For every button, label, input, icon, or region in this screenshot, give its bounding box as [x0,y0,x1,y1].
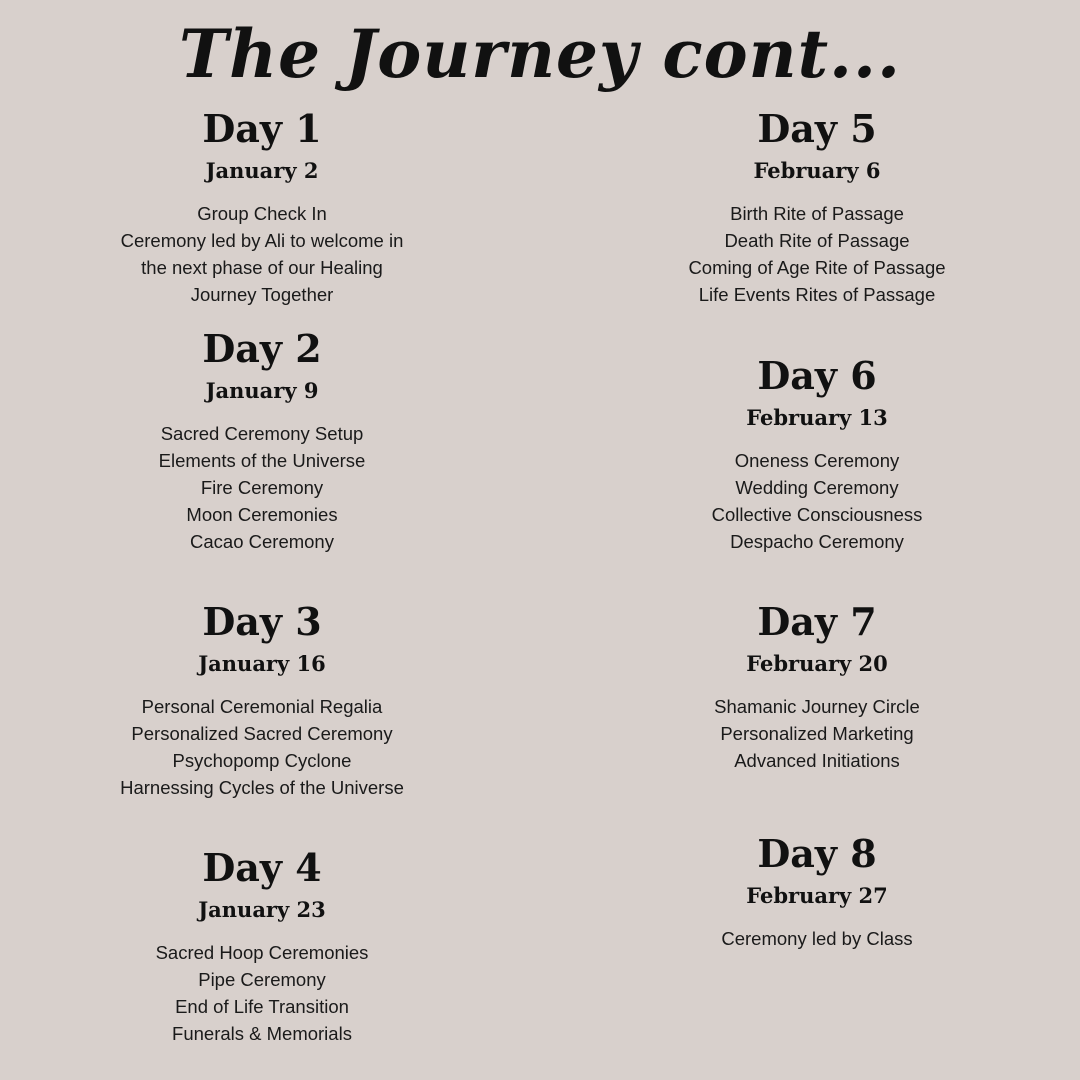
activity-item: Personal Ceremonial Regalia [141,696,383,717]
activity-list [52,939,472,1047]
day-heading: Day 1 [202,106,322,151]
activity-item: Collective Consciousness [711,504,923,525]
activity-item: Death Rite of Passage [724,230,910,251]
day-date: January 2 [205,158,319,183]
day-heading: Day 4 [202,845,322,890]
day-date: January 16 [198,651,326,676]
activity-item: Personalized Sacred Ceremony [131,723,393,744]
day-date: February 13 [746,405,888,430]
activity-list [52,420,472,555]
day-2-section [52,326,472,555]
activity-item: Psychopomp Cyclone [172,750,352,771]
activity-item: Moon Ceremonies [186,504,338,525]
activity-item: Despacho Ceremony [730,531,904,552]
activity-item: Wedding Ceremony [735,477,899,498]
day-heading: Day 7 [757,599,877,644]
activity-item: Coming of Age Rite of Passage [688,257,946,278]
activity-item: Life Events Rites of Passage [698,284,936,305]
activity-item: Oneness Ceremony [734,450,900,471]
activity-item: Advanced Initiations [734,750,900,771]
activity-item: Funerals & Memorials [172,1023,352,1044]
activity-list [52,200,472,308]
activity-item: Birth Rite of Passage [730,203,904,224]
activity-item: Personalized Marketing [720,723,914,744]
activity-item: Harnessing Cycles of the Universe [120,777,404,798]
activity-item: the next phase of our Healing [141,257,383,278]
day-3-section [52,599,472,801]
day-6-section [607,353,1027,555]
activity-item: Ceremony led by Ali to welcome in [120,230,404,251]
activity-list [607,200,1027,308]
activity-item: Fire Ceremony [200,477,324,498]
activity-item: Cacao Ceremony [190,531,334,552]
activity-item: Journey Together [190,284,334,305]
day-date: January 23 [198,897,326,922]
day-date: February 27 [746,883,888,908]
activity-item: Elements of the Universe [158,450,366,471]
activity-item: Sacred Hoop Ceremonies [155,942,369,963]
activity-list [607,447,1027,555]
day-date: February 6 [753,158,881,183]
day-8-section [607,831,1027,952]
day-heading: Day 6 [757,353,877,398]
day-date: January 9 [205,378,319,403]
activity-item: Sacred Ceremony Setup [160,423,364,444]
day-heading: Day 8 [757,831,877,876]
activity-item: Shamanic Journey Circle [714,696,920,717]
activity-item: Group Check In [197,203,327,224]
day-1-section [52,106,472,308]
day-heading: Day 2 [202,326,322,371]
activity-item: Ceremony led by Class [721,928,913,949]
day-date: February 20 [746,651,888,676]
activity-item: End of Life Transition [175,996,349,1017]
activity-list [607,693,1027,774]
day-7-section [607,599,1027,774]
day-4-section [52,845,472,1047]
page-title: The Journey cont... [179,15,901,93]
day-heading: Day 3 [202,599,322,644]
day-5-section [607,106,1027,308]
activity-list [607,925,1027,952]
day-heading: Day 5 [757,106,877,151]
activity-list [52,693,472,801]
activity-item: Pipe Ceremony [198,969,326,990]
